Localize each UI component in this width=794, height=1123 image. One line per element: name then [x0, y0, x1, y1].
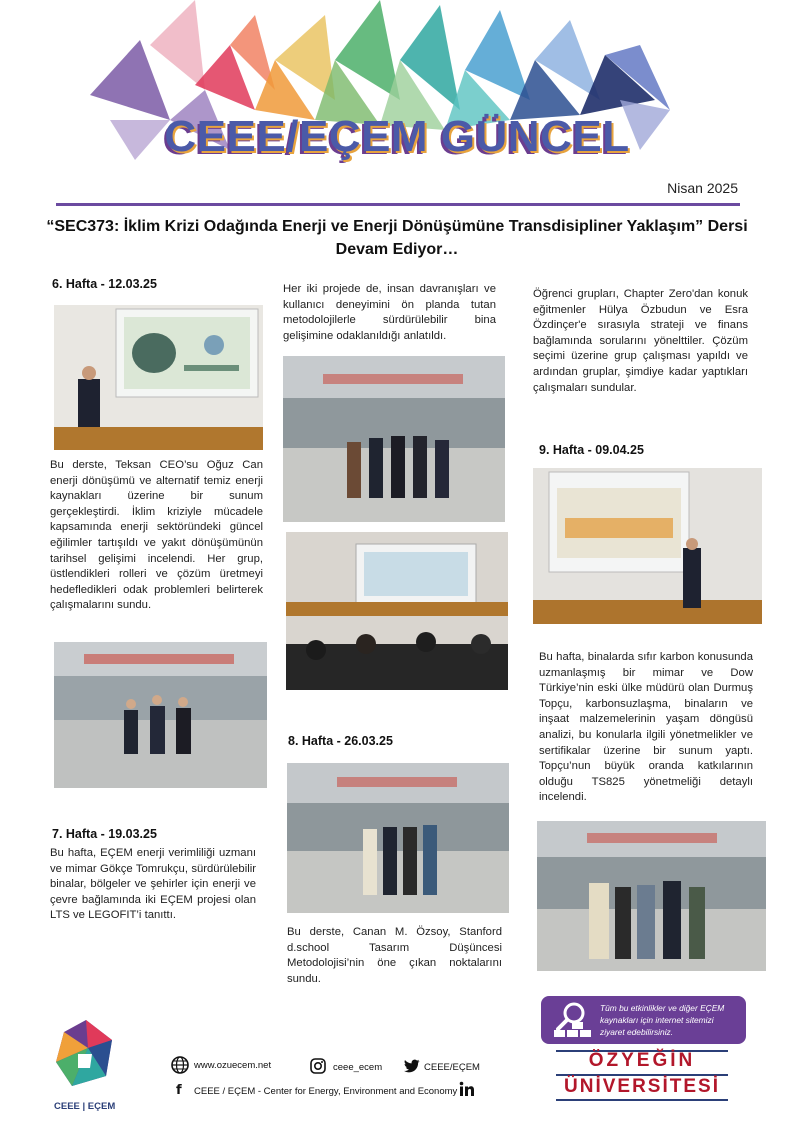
newsletter-title: CEEE/EÇEM GÜNCEL	[164, 112, 630, 161]
instagram-icon	[310, 1058, 326, 1074]
week-7-text: Bu hafta, EÇEM enerji verimliliği uzmanı ve mimar Gökçe Tomrukçu, sürdürülebilir binalar, bölgeler ve şehirler için enerji ve çevre bağlamında iki EÇEM projesi olan LTS ve LEGOFIT’i tanıttı.	[50, 847, 256, 922]
university-name-line2: ÜNİVERSİTESİ	[564, 1076, 720, 1097]
week-7-group-photo	[283, 356, 505, 522]
facebook-text[interactable]: CEEE / EÇEM - Center for Energy, Environment and Economy	[194, 1086, 458, 1097]
university-name-line1: ÖZYEĞİN	[588, 1050, 696, 1071]
instagram-handle[interactable]: ceee_ecem	[333, 1062, 383, 1073]
week-8-heading: 8. Hafta - 26.03.25	[288, 734, 393, 748]
search-resources-icon	[552, 1000, 592, 1038]
issue-date: Nisan 2025	[667, 180, 738, 196]
website-promo-text: Tüm bu etkinlikler ve diğer EÇEM kaynakları için internet sitemizi ziyaret edebilirsiniz.	[600, 1003, 725, 1037]
week-6-group-photo	[54, 642, 267, 788]
university-logo-bottom-rule	[556, 1099, 728, 1101]
week-9-presentation-photo	[533, 468, 762, 624]
week-6-heading: 6. Hafta - 12.03.25	[52, 277, 157, 291]
ceee-ecem-logo	[52, 1018, 120, 1098]
main-headline: “SEC373: İklim Krizi Odağında Enerji ve Enerji Dönüşümüne Transdisipliner Yaklaşım” Dersi Devam Ediyor…	[46, 218, 748, 258]
globe-icon	[171, 1056, 189, 1074]
week-7-continued-text: Her iki projede de, insan davranışları ve kullanıcı deneyimini ön planda tutan metodolojilerle sürdürülebilir bina gelişimine odaklanıldığı anlatıldı.	[283, 283, 496, 342]
twitter-handle[interactable]: CEEE/EÇEM	[424, 1062, 480, 1073]
week-6-text: Bu derste, Teksan CEO’su Oğuz Can enerji dönüşümü ve alternatif temiz enerji kaynakları üzerine bir sunum gerçekleştirdi. İklim kriziyle mücadele kapsamında enerji sektöründeki güncel eğilimler tartışıldı ve yakıt dönüşümünün tarihsel gelişimi incelendi. Her grup, üstlendikleri rolleri ve çözüm üretmeyi hedefledikleri odak problemleri belirterek çalışmalarını sundu.	[50, 459, 263, 612]
week-9-heading: 9. Hafta - 09.04.25	[539, 443, 644, 457]
week-8-text: Bu derste, Canan M. Özsoy, Stanford d.school Tasarım Düşüncesi Metodolojisi’nin öne çıkan noktalarını sundu.	[287, 926, 502, 985]
twitter-icon	[404, 1059, 420, 1073]
header-divider	[56, 203, 740, 206]
week-8-group-photo	[287, 763, 509, 913]
week-7-lecture-photo	[286, 532, 508, 690]
linkedin-icon	[459, 1081, 475, 1097]
logo-label: CEEE | EÇEM	[54, 1101, 116, 1112]
week-9-group-photo	[537, 821, 766, 971]
week-7-heading: 7. Hafta - 19.03.25	[52, 827, 157, 841]
facebook-icon: f	[176, 1083, 182, 1098]
week-9-text: Bu hafta, binalarda sıfır karbon konusunda uzmanlaşmış bir mimar ve Dow Türkiye’nin eski ülke müdürü olan Durmuş Topçu, karbonsuzlaşma, binaların ve inşaat malzemelerinin yaşam döngüsü analizi, bu konularla ilgili yönetmelikler ve sertifikalar üzerine bir sunum yaptı. Topçu’nun büyük oranda katkılarının olduğu TS825 yönetmeliği detaylı incelendi.	[539, 651, 753, 804]
website-link[interactable]: www.ozuecem.net	[194, 1060, 272, 1071]
week-6-presentation-photo	[54, 305, 263, 450]
week-8-continued-text: Öğrenci grupları, Chapter Zero'dan konuk eğitmenler Hülya Özbudun ve Esra Özdinçer'e sırasıyla strateji ve finans bağlamında sorularını yönelttiler. Çözüm seçimi üzerine grup çalışması yapıldı ve ardından gruplar, şimdiye kadar yaptıkları çalışmaları sundular.	[533, 288, 748, 394]
